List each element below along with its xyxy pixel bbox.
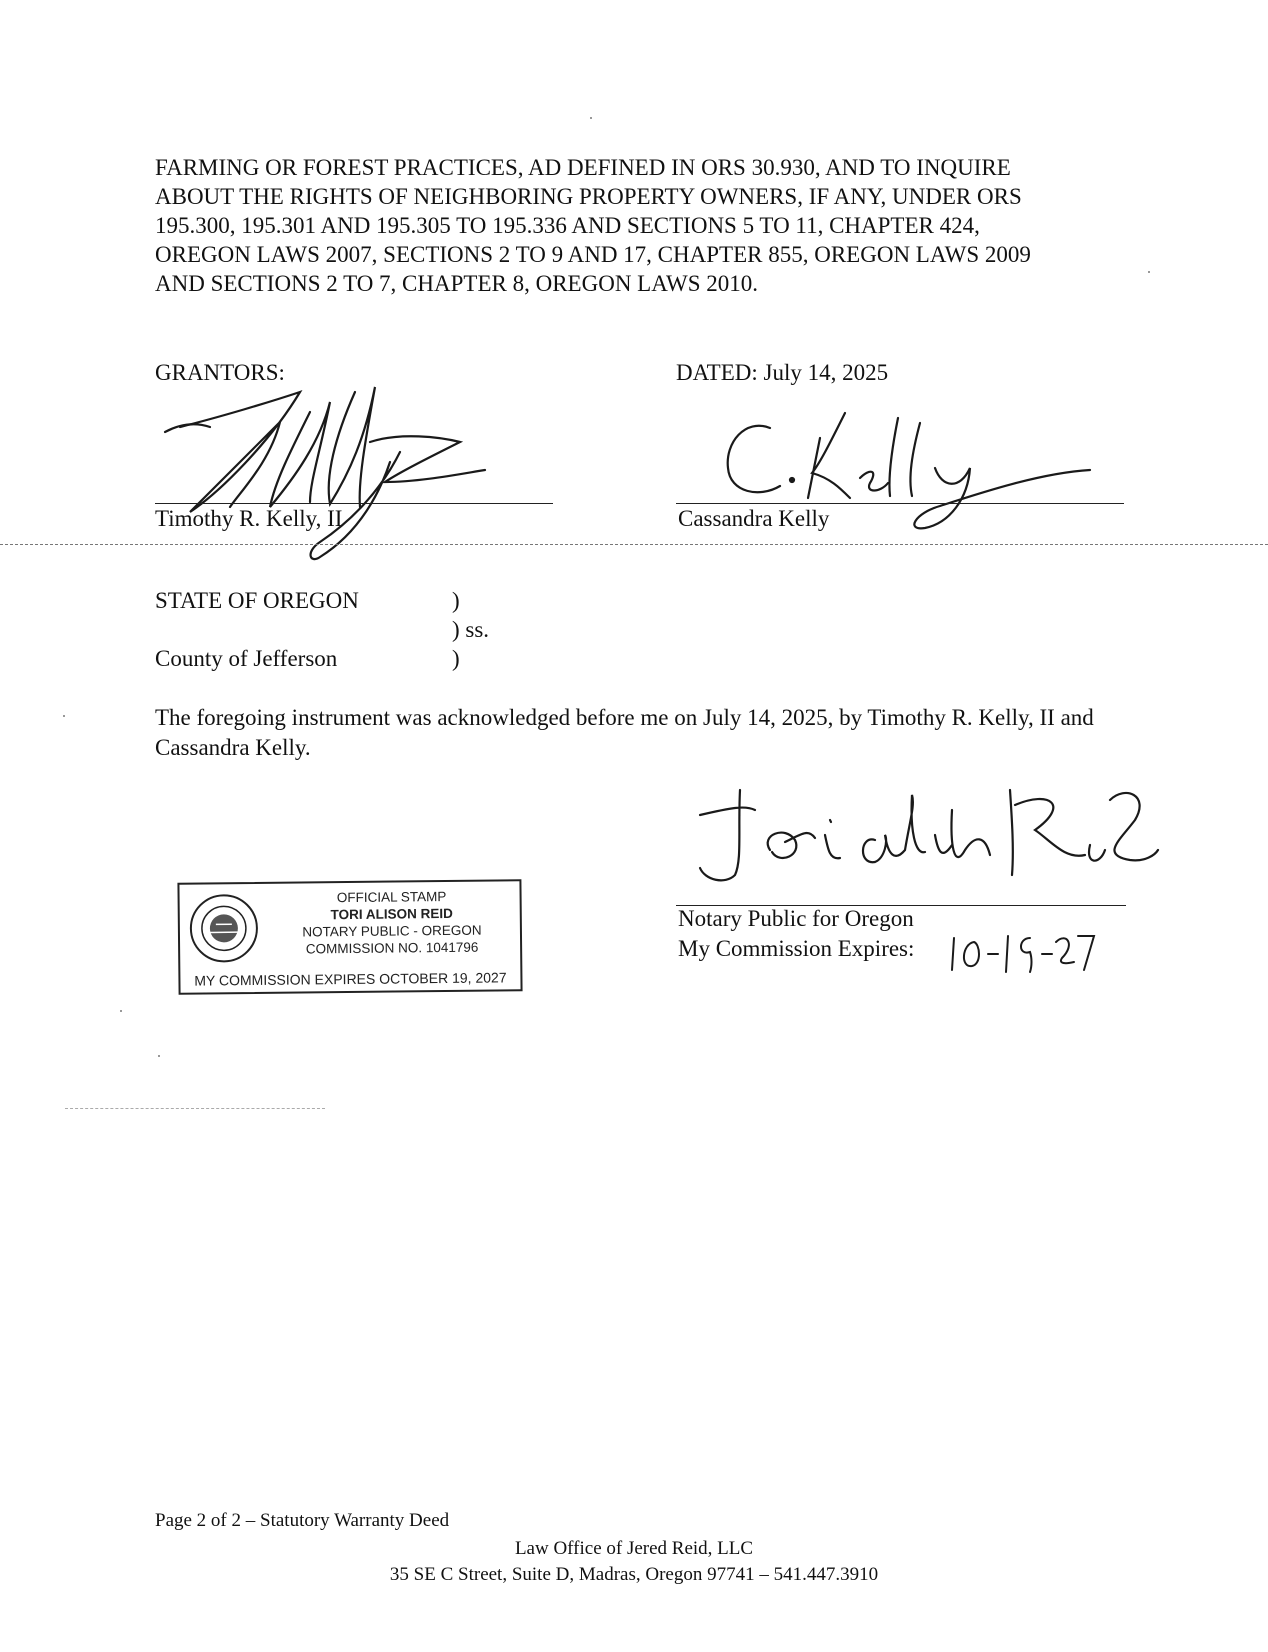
scan-speck	[1148, 271, 1150, 273]
venue-paren-2: )	[452, 646, 460, 671]
stamp-line-name: TORI ALISON REID	[330, 905, 453, 923]
official-notary-stamp	[177, 879, 522, 995]
grantors-label: GRANTORS:	[155, 360, 285, 385]
grantor2-name: Cassandra Kelly	[678, 506, 830, 531]
scan-dash-mark	[65, 1108, 325, 1109]
firm-address: 35 SE C Street, Suite D, Madras, Oregon 97741 – 541.447.3910	[389, 1564, 879, 1585]
notary-title: Notary Public for Oregon	[678, 906, 914, 931]
commission-handwritten-date	[948, 928, 1098, 978]
venue-county: County of Jefferson	[155, 646, 338, 671]
scan-speck	[590, 117, 592, 119]
venue-paren-1: )	[452, 588, 460, 613]
notary-signature	[690, 780, 1160, 900]
scan-speck	[63, 715, 65, 717]
stamp-line-notary: NOTARY PUBLIC - OREGON	[302, 922, 482, 940]
venue-ss: ) ss.	[452, 617, 490, 642]
scan-speck	[120, 1010, 122, 1012]
stamp-line-commission: COMMISSION NO. 1041796	[305, 939, 479, 957]
venue-state: STATE OF OREGON	[155, 588, 359, 613]
law-office-footer	[0, 1536, 1268, 1588]
oregon-seal-icon	[188, 892, 261, 965]
dated-label: DATED: July 14, 2025	[676, 360, 889, 385]
timothy-kelly-signature	[160, 382, 505, 577]
firm-name: Law Office of Jered Reid, LLC	[514, 1538, 754, 1559]
scan-speck	[158, 1055, 160, 1057]
dashed-divider	[0, 544, 1268, 545]
disclosure-paragraph: FARMING OR FOREST PRACTICES, AD DEFINED IN ORS 30.930, AND TO INQUIRE ABOUT THE RIGHTS OF NEIGHBORING PROPERTY OWNERS, IF ANY, UNDER ORS 195.300, 195.301 AND 195.305 TO 195.336 AND SECTIONS 5 TO 11, CHAPTER 424, OREGON LAWS 2007, SECTIONS 2 TO 9 AND 17, CHAPTER 855, OREGON LAWS 2009 AND SECTIONS 2 TO 7, CHAPTER 8, OREGON LAWS 2010.	[155, 155, 1031, 296]
acknowledgment-text: The foregoing instrument was acknowledged before me on July 14, 2025, by Timothy R. Kelly, II and Cassandra Kelly.	[155, 705, 1094, 760]
commission-label: My Commission Expires:	[678, 936, 915, 961]
stamp-line-official: OFFICIAL STAMP	[336, 888, 447, 906]
stamp-line-expires: MY COMMISSION EXPIRES OCTOBER 19, 2027	[194, 969, 507, 989]
grantor1-signature-line	[155, 503, 553, 504]
grantor2-signature-line	[676, 503, 1124, 504]
page-footer: Page 2 of 2 – Statutory Warranty Deed	[155, 1510, 450, 1531]
grantor1-name: Timothy R. Kelly, II	[155, 506, 343, 531]
